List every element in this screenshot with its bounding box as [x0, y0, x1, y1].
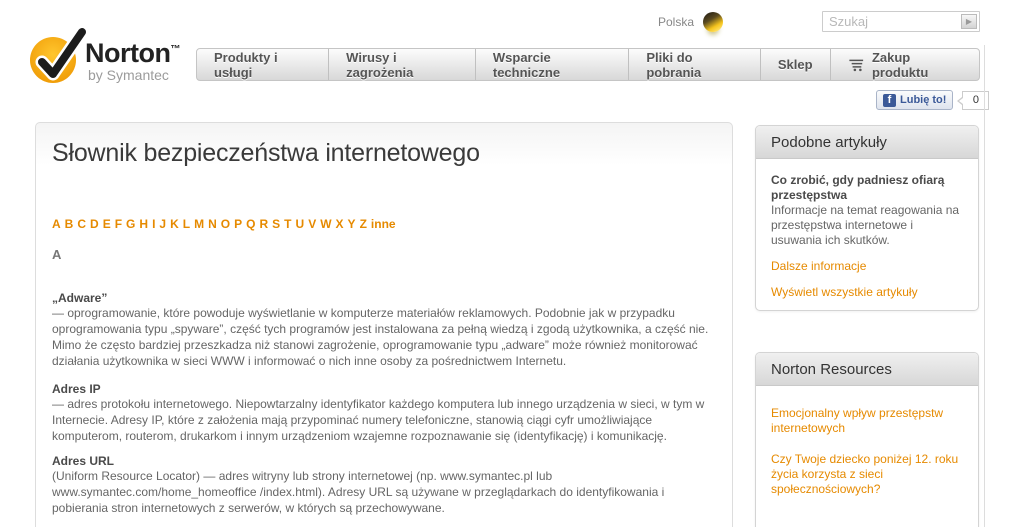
alphabet-link-c[interactable]: C — [77, 217, 87, 231]
nav-item-products[interactable]: Produkty i usługi — [214, 49, 278, 80]
glossary-entry-adres-url — [52, 454, 716, 516]
alphabet-link-z[interactable]: Z — [359, 217, 367, 231]
alphabet-link-o[interactable]: O — [220, 217, 231, 231]
alphabet-link-g[interactable]: G — [126, 217, 136, 231]
alphabet-link-n[interactable]: N — [208, 217, 217, 231]
norton-resources-title: Norton Resources — [756, 353, 978, 386]
search-input[interactable] — [823, 14, 961, 29]
entry-term: „Adware” — [52, 291, 108, 305]
entry-definition: — adres protokołu internetowego. Niepowtarzalny identyfikator każdego komputera lub innego urządzenia w sieci, w tym w Internecie. Adresy IP, które z założenia mają przypominać numery telefoniczne, stanowią ciągi cyfr umożliwiające komputerom, routerom, drukarkom i innym urządzeniom wzajemne rozpoznawanie się (identyfikację) i komunikację. — [52, 397, 705, 443]
related-articles-panel — [755, 125, 979, 311]
like-label: Lubię to! — [900, 94, 947, 106]
alphabet-link-u[interactable]: U — [295, 217, 305, 231]
letter-heading: A — [52, 247, 62, 262]
brand-subtitle: by Symantec — [88, 67, 169, 83]
locale-selector — [658, 12, 723, 32]
brand-name: Norton™ — [85, 38, 180, 68]
entry-definition: — oprogramowanie, które powoduje wyświetlanie w komputerze materiałów reklamowych. Podobnie jak w przypadku oprogramowania typu „spyware”, część tych programów jest instalowana za pełną wiedzą i zgodą użytkownika, a część nie. Mimo że często bardziej przeszkadza niż stanowi zagrożenie, oprogramowanie typu „adware” może również monitorować działania użytkownika w sieci WWW i informować o nich inne osoby za pośrednictwem Internetu. — [52, 306, 709, 368]
arrow-right-icon: ▶ — [965, 16, 973, 26]
search-button[interactable] — [961, 14, 977, 29]
main-content-panel — [35, 122, 733, 527]
alphabet-link-s[interactable]: S — [272, 217, 281, 231]
alphabet-link-b[interactable]: B — [64, 217, 74, 231]
page-title: Słownik bezpieczeństwa internetowego — [52, 139, 480, 167]
more-info-link[interactable]: Dalsze informacje — [771, 259, 867, 273]
alphabet-link-m[interactable]: M — [194, 217, 205, 231]
alphabet-link-r[interactable]: R — [259, 217, 269, 231]
main-nav — [196, 48, 980, 81]
resource-link-children-social[interactable]: Czy Twoje dziecko poniżej 12. roku życia korzysta z sieci społecznościowych? — [771, 452, 959, 496]
facebook-like-widget — [876, 90, 989, 110]
like-count-bubble: 0 — [962, 91, 989, 110]
nav-item-viruses[interactable]: Wirusy i zagrożenia — [328, 49, 475, 80]
alphabet-link-a[interactable]: A — [52, 217, 61, 231]
alphabet-link-j[interactable]: J — [159, 217, 167, 231]
cart-icon — [848, 58, 865, 72]
glossary-entry-adres-ip — [52, 382, 716, 444]
alphabet-link-p[interactable]: P — [234, 217, 243, 231]
alphabet-link-e[interactable]: E — [102, 217, 111, 231]
search-box — [822, 11, 980, 32]
entry-definition: (Uniform Resource Locator) — adres witryny lub strony internetowej (np. www.symantec.pl lub www.symantec.com/home_homeoffice /index.html). Adresy URL są używane w przeglądarkach do identyfikowania i pobierania stron internetowych z serwerów, w których są przechowywane. — [52, 469, 665, 515]
all-articles-link[interactable]: Wyświetl wszystkie artykuły — [771, 285, 918, 299]
resource-link-emotional-impact[interactable]: Emocjonalny wpływ przestępstw internetowych — [771, 406, 944, 435]
nav-item-store[interactable]: Sklep — [760, 49, 830, 80]
alphabet-link-d[interactable]: D — [90, 217, 99, 231]
alphabet-link-k[interactable]: K — [170, 217, 179, 231]
facebook-like-button[interactable] — [876, 90, 953, 110]
alphabet-index — [52, 217, 716, 231]
nav-item-buy[interactable]: Zakup produktu — [830, 49, 979, 80]
nav-item-downloads[interactable]: Pliki do pobrania — [628, 49, 760, 80]
norton-logo[interactable] — [30, 33, 200, 87]
alphabet-link-f[interactable]: F — [114, 217, 123, 231]
alphabet-link-w[interactable]: W — [320, 217, 332, 231]
locale-label[interactable]: Polska — [658, 15, 695, 29]
alphabet-link-y[interactable]: Y — [347, 217, 356, 231]
alphabet-link-i[interactable]: I — [152, 217, 156, 231]
alphabet-link-v[interactable]: V — [308, 217, 317, 231]
page-right-divider — [984, 45, 985, 527]
alphabet-link-q[interactable]: Q — [246, 217, 256, 231]
alphabet-link-l[interactable]: L — [182, 217, 191, 231]
glossary-entry-adware — [52, 291, 716, 369]
alphabet-link-h[interactable]: H — [139, 217, 149, 231]
globe-icon[interactable] — [703, 12, 723, 32]
alphabet-link-x[interactable]: X — [335, 217, 344, 231]
nav-item-support[interactable]: Wsparcie techniczne — [475, 49, 628, 80]
alphabet-link-t[interactable]: T — [284, 217, 292, 231]
norton-resources-panel — [755, 352, 979, 527]
entry-term: Adres IP — [52, 382, 101, 396]
entry-term: Adres URL — [52, 454, 115, 468]
facebook-icon: f — [883, 94, 896, 107]
alphabet-link-other[interactable]: inne — [370, 217, 396, 231]
related-articles-title: Podobne artykuły — [756, 126, 978, 159]
article-title: Co zrobić, gdy padniesz ofiarą przestępstwa — [771, 173, 945, 202]
article-summary: Informacje na temat reagowania na przestępstwa internetowe i usuwania ich skutków. — [771, 203, 960, 247]
